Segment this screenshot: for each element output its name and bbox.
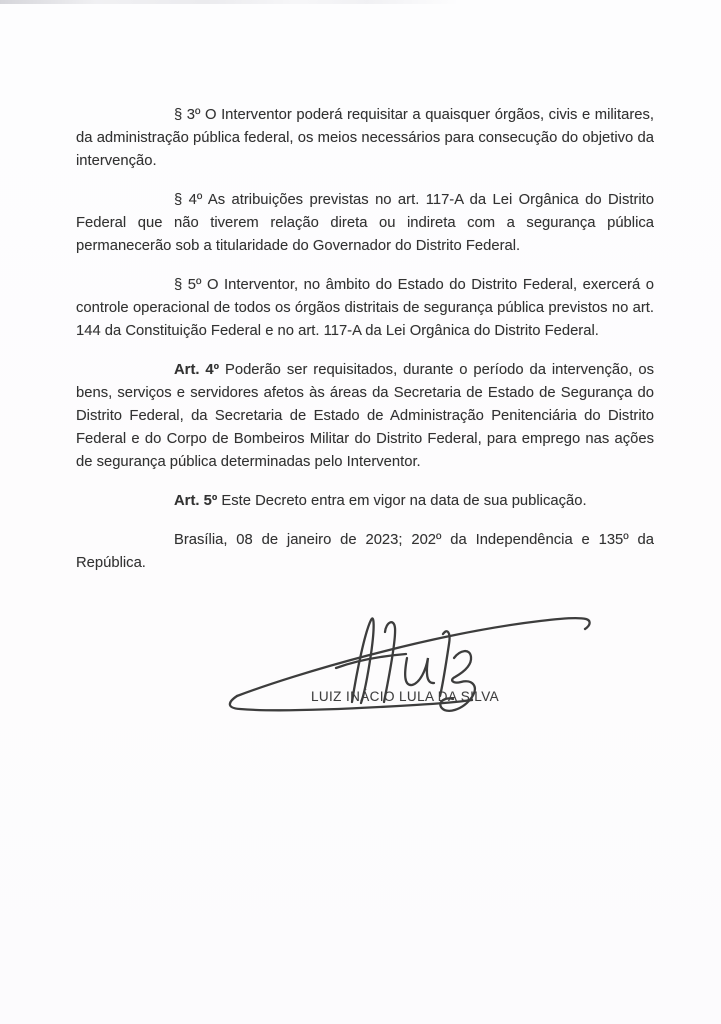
decree-text-block <box>76 104 654 591</box>
paragraph-sec3 <box>76 104 654 173</box>
paragraph-prefix: § 5º <box>174 277 202 293</box>
paragraph-text: Este Decreto entra em vigor na data de sua publicação. <box>221 493 587 509</box>
paragraph-date-place <box>76 529 654 575</box>
paragraph-text: As atribuições previstas no art. 117-A da Lei Orgânica do Distrito Federal que não tiverem relação direta ou indireta com a segurança pública permanecerão sob a titularidade do Governador do Distrito Federal. <box>76 192 655 254</box>
paragraph-sec5 <box>76 274 654 343</box>
paragraph-prefix: § 3º <box>174 107 201 123</box>
paragraph-prefix: § 4º <box>174 192 203 208</box>
signature-block <box>200 606 610 724</box>
paragraph-art5 <box>76 490 654 513</box>
paragraph-art4 <box>76 359 654 474</box>
paragraph-sec4 <box>76 189 654 258</box>
signatory-name: LUIZ INÁCIO LULA DA SILVA <box>310 689 500 704</box>
paragraph-text: O Interventor, no âmbito do Estado do Distrito Federal, exercerá o controle operacional de todos os órgãos distritais de segurança pública previstos no art. 144 da Constituição Federal e no art. 117-A da Lei Orgânica do Distrito Federal. <box>76 277 654 339</box>
paragraph-text: O Interventor poderá requisitar a quaisquer órgãos, civis e militares, da administração pública federal, os meios necessários para consecução do objetivo da intervenção. <box>76 107 654 169</box>
paragraph-prefix: Art. 5º <box>174 493 218 509</box>
paragraph-text: Poderão ser requisitados, durante o período da intervenção, os bens, serviços e servidores afetos às áreas da Secretaria de Estado de Segurança do Distrito Federal, da Secretaria de Estado de Administração Penitenciária do Distrito Federal e do Corpo de Bombeiros Militar do Distrito Federal, para emprego nas ações de segurança pública determinadas pelo Interventor. <box>76 362 654 470</box>
handwritten-signature-icon <box>200 606 610 724</box>
paragraph-prefix: Art. 4º <box>174 362 220 378</box>
scan-artifact-top <box>0 0 540 4</box>
paragraph-text: Brasília, 08 de janeiro de 2023; 202º da Independência e 135º da República. <box>76 532 654 571</box>
